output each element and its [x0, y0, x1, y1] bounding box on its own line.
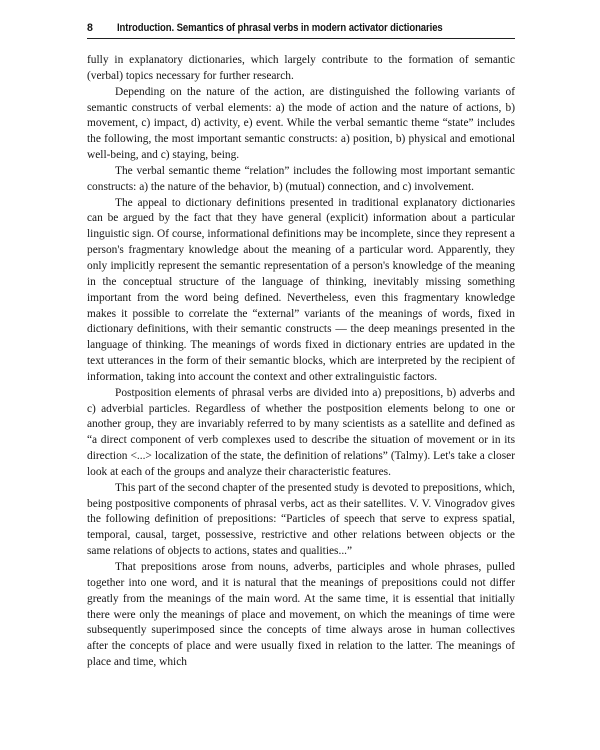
- paragraph-continued: fully in explanatory dictionaries, which largely contribute to the formation of semantic (verbal) topics necessary for further research.: [87, 54, 515, 82]
- book-page: [87, 22, 515, 671]
- paragraph-dictionary-definitions: The appeal to dictionary definitions presented in traditional explanatory dictionaries can be argued by the fact that they have general (explicit) information about a particular linguistic sign. Of course, informational definitions may be incomplete, since they represent a person's fragmentary knowledge about the meaning of a particular word. Apparently, they only implicitly represent the semantic representation of a person's knowledge of the meaning in the conceptual structure of the language of thinking, inevitably missing something important from the word being defined. Nevertheless, even this fragmentary knowledge makes it possible to correlate the “external” variants of the meanings of words, fixed in dictionary definitions, with their semantic constructs — the deep meanings presented in the language of thinking. The meanings of words fixed in dictionary entries are updated in the text utterances in the form of their semantic blocks, which are interpreted by the recipient of information, taking into account the context and other extralinguistic factors.: [87, 196, 515, 383]
- paragraph-verbal-constructs: Depending on the nature of the action, are distinguished the following variants of semantic constructs of verbal elements: a) the mode of action and the nature of actions, b) movement, c) impact, d) activity, e) event. While the verbal semantic theme “state” includes the following, the most important semantic constructs: a) position, b) physical and emotional well-being, and c) staying, being.: [87, 85, 515, 162]
- paragraph-prepositions-origin: That prepositions arose from nouns, adverbs, participles and whole phrases, pulled together into one word, and it is natural that the meanings of prepositions could not differ greatly from the meanings of the main word. At the same time, it is essential that initially there were only the meanings of place and movement, on which the meanings of time were subsequently superimposed since the concepts of time always arose in human collectives after the concepts of place and were usually fixed in relation to the latter. The meanings of place and time, which: [87, 561, 515, 669]
- paragraph-prepositions-definition: This part of the second chapter of the presented study is devoted to prepositions, which, being postpositive components of phrasal verbs, act as their satellites. V. V. Vinogradov gives the following definition of prepositions: “Particles of speech that serve to express spatial, temporal, causal, target, possessive, restrictive and other relations between objects or the same relations of objects to actions, states and qualities...”: [87, 481, 515, 558]
- running-header: [87, 22, 515, 39]
- running-title: Introduction. Semantics of phrasal verbs in modern activator dictionaries: [117, 22, 443, 34]
- body-text: [87, 53, 515, 671]
- paragraph-postposition-elements: Postposition elements of phrasal verbs are divided into a) prepositions, b) adverbs and c) adverbial particles. Regardless of whether the postposition elements belong to one or another group, they are invariably referred to by many scientists as a satellite and defined as “a direct component of verb complexes used to describe the situation of movement or in its direction <...> localization of the state, the definition of relations” (Talmy). Let's take a closer look at each of the groups and analyze their characteristic features.: [87, 386, 515, 478]
- paragraph-relation-theme: The verbal semantic theme “relation” includes the following most important semantic constructs: a) the nature of the behavior, b) (mutual) connection, and c) involvement.: [87, 164, 515, 193]
- page-number: 8: [87, 22, 93, 34]
